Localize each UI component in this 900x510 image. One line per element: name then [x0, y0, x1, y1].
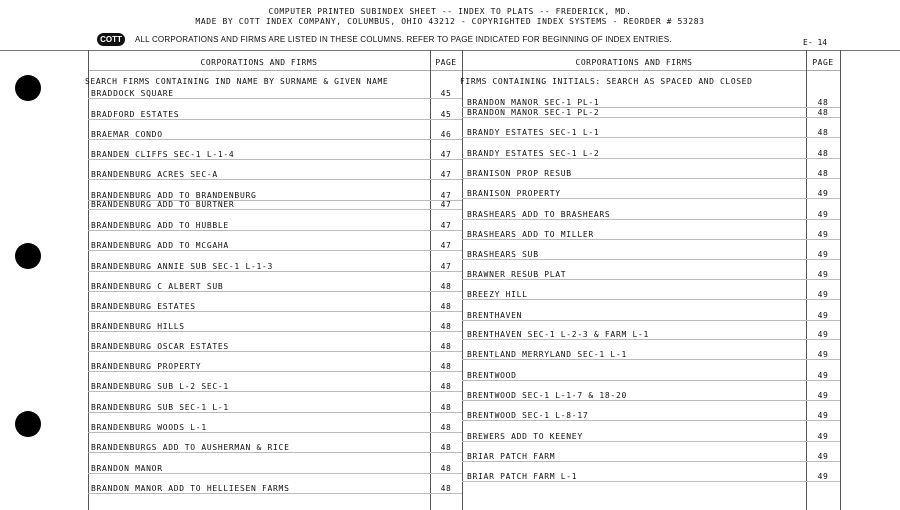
index-entry-page: 48: [440, 403, 452, 412]
index-entry-name: BRANDY ESTATES SEC-1 L-1: [467, 128, 600, 137]
index-entry-name: BRASHEARS ADD TO BRASHEARS: [467, 210, 611, 219]
binder-hole: [15, 75, 41, 101]
entry-rule: [462, 461, 840, 462]
index-entry-page: 48: [440, 443, 452, 452]
entry-rule: [88, 250, 462, 251]
left-page-heading: PAGE: [435, 58, 457, 67]
index-entry-page: 48: [440, 342, 452, 351]
index-entry-page: 49: [817, 350, 829, 359]
index-entry-page: 47: [440, 150, 452, 159]
index-entry-name: BRENTHAVEN: [467, 311, 523, 320]
index-entry-name: BRANDENBURG ADD TO HUBBLE: [91, 221, 229, 230]
instruction-notice: ALL CORPORATIONS AND FIRMS ARE LISTED IN THESE COLUMNS. REFER TO PAGE INDICATED FOR BEGINNING OF INDEX ENTRIES.: [135, 35, 672, 44]
entry-rule: [88, 159, 462, 160]
column-divider: [840, 50, 841, 510]
index-entry-page: 47: [440, 241, 452, 250]
index-entry-page: 46: [440, 130, 452, 139]
index-entry-page: 49: [817, 371, 829, 380]
index-entry-page: 45: [440, 89, 452, 98]
entry-rule: [88, 291, 462, 292]
cott-logo: COTT: [97, 33, 125, 46]
index-entry-name: BRENTLAND MERRYLAND SEC-1 L-1: [467, 350, 627, 359]
index-entry-name: BRANDON MANOR SEC-1 PL-1: [467, 98, 600, 107]
index-entry-page: 48: [440, 382, 452, 391]
entry-rule: [88, 311, 462, 312]
entry-rule: [88, 139, 462, 140]
index-entry-page: 48: [440, 464, 452, 473]
index-entry-page: 49: [817, 210, 829, 219]
binder-hole: [15, 243, 41, 269]
index-entry-name: BRANDENBURG ANNIE SUB SEC-1 L-1-3: [91, 262, 274, 271]
index-entry-page: 48: [440, 423, 452, 432]
index-entry-name: BRADDOCK SQUARE: [91, 89, 174, 98]
index-entry-name: BRANDENBURG SUB SEC-1 L-1: [91, 403, 229, 412]
entry-rule: [88, 209, 462, 210]
entry-rule: [88, 119, 462, 120]
index-entry-page: 49: [817, 411, 829, 420]
index-entry-page: 49: [817, 472, 829, 481]
entry-rule: [462, 178, 840, 179]
left-column-heading: CORPORATIONS AND FIRMS: [200, 58, 318, 67]
entry-rule: [88, 473, 462, 474]
index-entry-name: BRANDENBURG ADD TO BURTNER: [91, 200, 235, 209]
entry-rule: [88, 391, 462, 392]
entry-rule: [88, 179, 462, 180]
entry-rule: [462, 259, 840, 260]
index-entry-name: BRANDENBURGS ADD TO AUSHERMAN & RICE: [91, 443, 290, 452]
index-entry-page: 48: [817, 169, 829, 178]
index-entry-page: 48: [440, 302, 452, 311]
entry-rule: [462, 320, 840, 321]
entry-rule: [462, 219, 840, 220]
sheet-number: E- 14: [803, 38, 828, 47]
index-entry-page: 49: [817, 432, 829, 441]
entry-rule: [462, 198, 840, 199]
entry-rule: [88, 331, 462, 332]
index-entry-name: BRANDENBURG ADD TO MCGAHA: [91, 241, 229, 250]
index-entry-page: 47: [440, 262, 452, 271]
index-entry-name: BRANISON PROPERTY: [467, 189, 561, 198]
index-entry-page: 48: [440, 484, 452, 493]
index-entry-page: 48: [440, 362, 452, 371]
index-entry-name: BRANDEN CLIFFS SEC-1 L-1-4: [91, 150, 235, 159]
entry-rule: [88, 493, 462, 494]
index-entry-page: 49: [817, 290, 829, 299]
index-entry-name: BRANDENBURG ADD TO BRANDENBURG: [91, 191, 257, 200]
index-entry-page: 48: [817, 98, 829, 107]
index-entry-name: BRANDON MANOR SEC-1 PL-2: [467, 108, 600, 117]
entry-rule: [462, 279, 840, 280]
entry-rule: [88, 271, 462, 272]
entry-rule: [88, 230, 462, 231]
entry-rule: [88, 452, 462, 453]
index-entry-page: 48: [440, 322, 452, 331]
index-entry-page: 47: [440, 170, 452, 179]
entry-rule: [88, 432, 462, 433]
index-entry-name: BRANDY ESTATES SEC-1 L-2: [467, 149, 600, 158]
index-entry-page: 49: [817, 230, 829, 239]
index-entry-name: BRADFORD ESTATES: [91, 110, 180, 119]
entry-rule: [462, 481, 840, 482]
right-column-heading: CORPORATIONS AND FIRMS: [575, 58, 693, 67]
index-entry-name: BRENTHAVEN SEC-1 L-2-3 & FARM L-1: [467, 330, 650, 339]
header-title: COMPUTER PRINTED SUBINDEX SHEET -- INDEX TO PLATS -- FREDERICK, MD.: [268, 7, 632, 16]
index-entry-name: BRENTWOOD SEC-1 L-8-17: [467, 411, 589, 420]
index-entry-name: BRANDENBURG SUB L-2 SEC-1: [91, 382, 229, 391]
index-entry-page: 48: [817, 108, 829, 117]
index-entry-page: 49: [817, 452, 829, 461]
index-entry-page: 49: [817, 391, 829, 400]
entry-rule: [462, 359, 840, 360]
index-entry-name: BRANDENBURG C ALBERT SUB: [91, 282, 224, 291]
index-entry-name: BRIAR PATCH FARM L-1: [467, 472, 578, 481]
index-entry-name: BRANDENBURG OSCAR ESTATES: [91, 342, 229, 351]
right-page-heading: PAGE: [812, 58, 834, 67]
index-entry-name: BRANDON MANOR: [91, 464, 163, 473]
entry-rule: [462, 299, 840, 300]
index-entry-name: BRAWNER RESUB PLAT: [467, 270, 567, 279]
index-entry-name: BRANDENBURG WOODS L-1: [91, 423, 207, 432]
entry-rule: [462, 339, 840, 340]
index-entry-name: BRANDENBURG HILLS: [91, 322, 185, 331]
entry-rule: [88, 98, 462, 99]
entry-rule: [88, 371, 462, 372]
index-entry-page: 49: [817, 311, 829, 320]
entry-rule: [462, 441, 840, 442]
top-rule: [0, 50, 900, 51]
index-entry-name: BRANDON MANOR ADD TO HELLIESEN FARMS: [91, 484, 290, 493]
header-publisher: MADE BY COTT INDEX COMPANY, COLUMBUS, OHIO 43212 - COPYRIGHTED INDEX SYSTEMS - REORDER # 53283: [195, 17, 705, 26]
entry-rule: [88, 351, 462, 352]
index-entry-page: 49: [817, 330, 829, 339]
binder-hole: [15, 411, 41, 437]
index-entry-name: BRANISON PROP RESUB: [467, 169, 572, 178]
entry-rule: [462, 117, 840, 118]
entry-rule: [462, 420, 840, 421]
index-entry-name: BRANDENBURG ESTATES: [91, 302, 196, 311]
index-entry-page: 48: [440, 282, 452, 291]
index-entry-name: BREWERS ADD TO KEENEY: [467, 432, 583, 441]
entry-rule: [462, 137, 840, 138]
index-entry-page: 49: [817, 250, 829, 259]
index-entry-name: BRASHEARS ADD TO MILLER: [467, 230, 594, 239]
index-entry-page: 47: [440, 191, 452, 200]
index-entry-name: BRIAR PATCH FARM: [467, 452, 556, 461]
heading-rule: [88, 70, 840, 71]
index-entry-page: 49: [817, 189, 829, 198]
index-entry-page: 48: [817, 149, 829, 158]
index-entry-name: BRENTWOOD: [467, 371, 517, 380]
index-entry-page: 49: [817, 270, 829, 279]
right-section-label: FIRMS CONTAINING INITIALS: SEARCH AS SPACED AND CLOSED: [460, 77, 753, 86]
index-entry-name: BRASHEARS SUB: [467, 250, 539, 259]
entry-rule: [462, 380, 840, 381]
index-entry-page: 45: [440, 110, 452, 119]
index-entry-name: BRANDENBURG PROPERTY: [91, 362, 202, 371]
index-entry-page: 47: [440, 221, 452, 230]
left-section-label: SEARCH FIRMS CONTAINING IND NAME BY SURNAME & GIVEN NAME: [85, 77, 389, 86]
index-entry-name: BRANDENBURG ACRES SEC-A: [91, 170, 218, 179]
index-entry-name: BREEZY HILL: [467, 290, 528, 299]
index-entry-name: BRENTWOOD SEC-1 L-1-7 & 18-20: [467, 391, 627, 400]
index-entry-name: BRAEMAR CONDO: [91, 130, 163, 139]
index-entry-page: 48: [817, 128, 829, 137]
entry-rule: [462, 239, 840, 240]
entry-rule: [462, 400, 840, 401]
entry-rule: [462, 158, 840, 159]
index-entry-page: 47: [440, 200, 452, 209]
entry-rule: [88, 412, 462, 413]
